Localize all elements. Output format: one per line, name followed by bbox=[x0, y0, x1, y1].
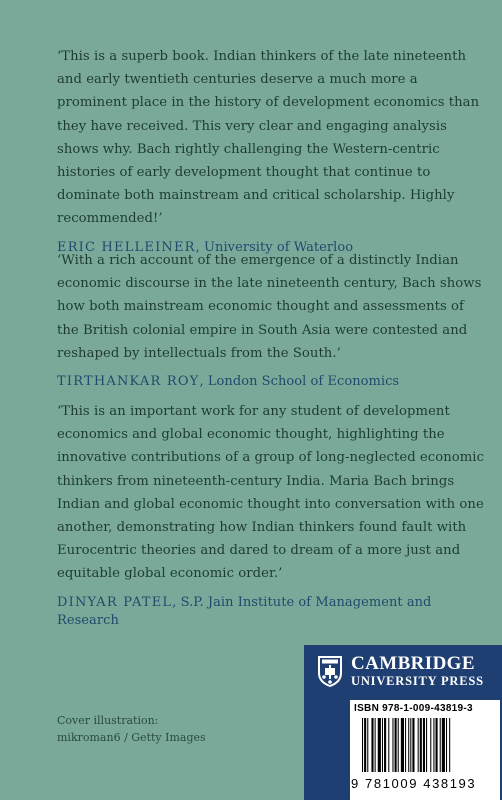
barcode-bar bbox=[405, 718, 406, 772]
ean-digits: 9 781009 438193 bbox=[351, 776, 477, 791]
quote-1 bbox=[57, 45, 487, 257]
barcode-bar bbox=[371, 718, 373, 772]
barcode-bar bbox=[449, 718, 450, 772]
reviewer-affiliation: S.P. Jain Institute of Management and Research bbox=[57, 594, 432, 628]
quote-2 bbox=[57, 249, 487, 391]
quote-text: ‘This is a superb book. Indian thinkers of the late nineteenth and early twentieth centuries deserve a much more a prominent place in the history of development economics than they have received. This very clear and engaging analysis shows why. Bach rightly challenging the Western-centric histories of early development thought that continue to dominate both mainstream and critical scholarship. Highly recommended!’ bbox=[57, 49, 480, 227]
barcode-bar bbox=[440, 718, 441, 772]
quote-attribution: TIRTHANKAR ROY, London School of Economics bbox=[57, 374, 400, 390]
barcode-bar bbox=[392, 718, 393, 772]
barcode-bar bbox=[382, 718, 383, 772]
barcode-bar bbox=[384, 718, 386, 772]
barcode-bars bbox=[362, 718, 496, 772]
barcode-bar bbox=[412, 718, 414, 772]
reviewer-name: DINYAR PATEL bbox=[57, 594, 173, 610]
quote-3 bbox=[57, 400, 487, 630]
publisher-name: CAMBRIDGE bbox=[351, 653, 475, 674]
barcode-bar bbox=[398, 718, 399, 772]
cover-credit bbox=[57, 712, 206, 746]
barcode-bar bbox=[420, 718, 422, 772]
quote-attribution: DINYAR PATEL, S.P. Jain Institute of Management and Research bbox=[57, 594, 432, 628]
barcode-bar bbox=[430, 718, 431, 772]
barcode-bar bbox=[378, 718, 381, 772]
barcode-bar bbox=[418, 718, 419, 772]
publisher-press: UNIVERSITY PRESS bbox=[351, 674, 484, 688]
credit-label: Cover illustration: bbox=[57, 714, 159, 727]
barcode-bar bbox=[436, 718, 438, 772]
barcode-bar bbox=[388, 718, 389, 772]
quote-attribution: ERIC HELLEINER, University of Waterloo bbox=[57, 239, 354, 255]
reviewer-affiliation: University of Waterloo bbox=[204, 239, 354, 255]
barcode-bar bbox=[426, 718, 427, 772]
isbn-label: ISBN 978-1-009-43819-3 bbox=[354, 703, 473, 714]
reviewer-name: ERIC HELLEINER bbox=[57, 239, 196, 255]
barcode-bar bbox=[408, 718, 409, 772]
barcode-bar bbox=[362, 718, 363, 772]
credit-source: mikroman6 / Getty Images bbox=[57, 731, 206, 744]
barcode-bar bbox=[401, 718, 404, 772]
quote-text: ‘With a rich account of the emergence of a distinctly Indian economic discourse in the late nineteenth century, Bach shows how both mainstream economic thought and assessments of the British colonial empire in South Asia were contested and reshaped by intellectuals from the South.’ bbox=[57, 253, 482, 361]
barcode-bar bbox=[375, 718, 376, 772]
barcode bbox=[350, 700, 500, 800]
reviewer-affiliation: London School of Economics bbox=[207, 374, 400, 390]
barcode-bar bbox=[410, 718, 411, 772]
barcode-bar bbox=[395, 718, 397, 772]
barcode-bar bbox=[446, 718, 447, 772]
barcode-bar bbox=[367, 718, 368, 772]
barcode-bar bbox=[433, 718, 434, 772]
barcode-bar bbox=[423, 718, 425, 772]
reviewer-name: TIRTHANKAR ROY bbox=[57, 374, 200, 390]
barcode-bar bbox=[364, 718, 366, 772]
barcode-bar bbox=[442, 718, 445, 772]
quote-text: ‘This is an important work for any student of development economics and global economic thought, highlighting the innovative contributions of a group of long-neglected economic thinkers from nineteenth-century India. Maria Bach brings Indian and global economic thought into conversation with one another, demonstrating how Indian thinkers found fault with Eurocentric theories and dared to dream of a more just and equitable global economic order.’ bbox=[57, 404, 484, 582]
cambridge-shield-icon bbox=[317, 655, 343, 688]
